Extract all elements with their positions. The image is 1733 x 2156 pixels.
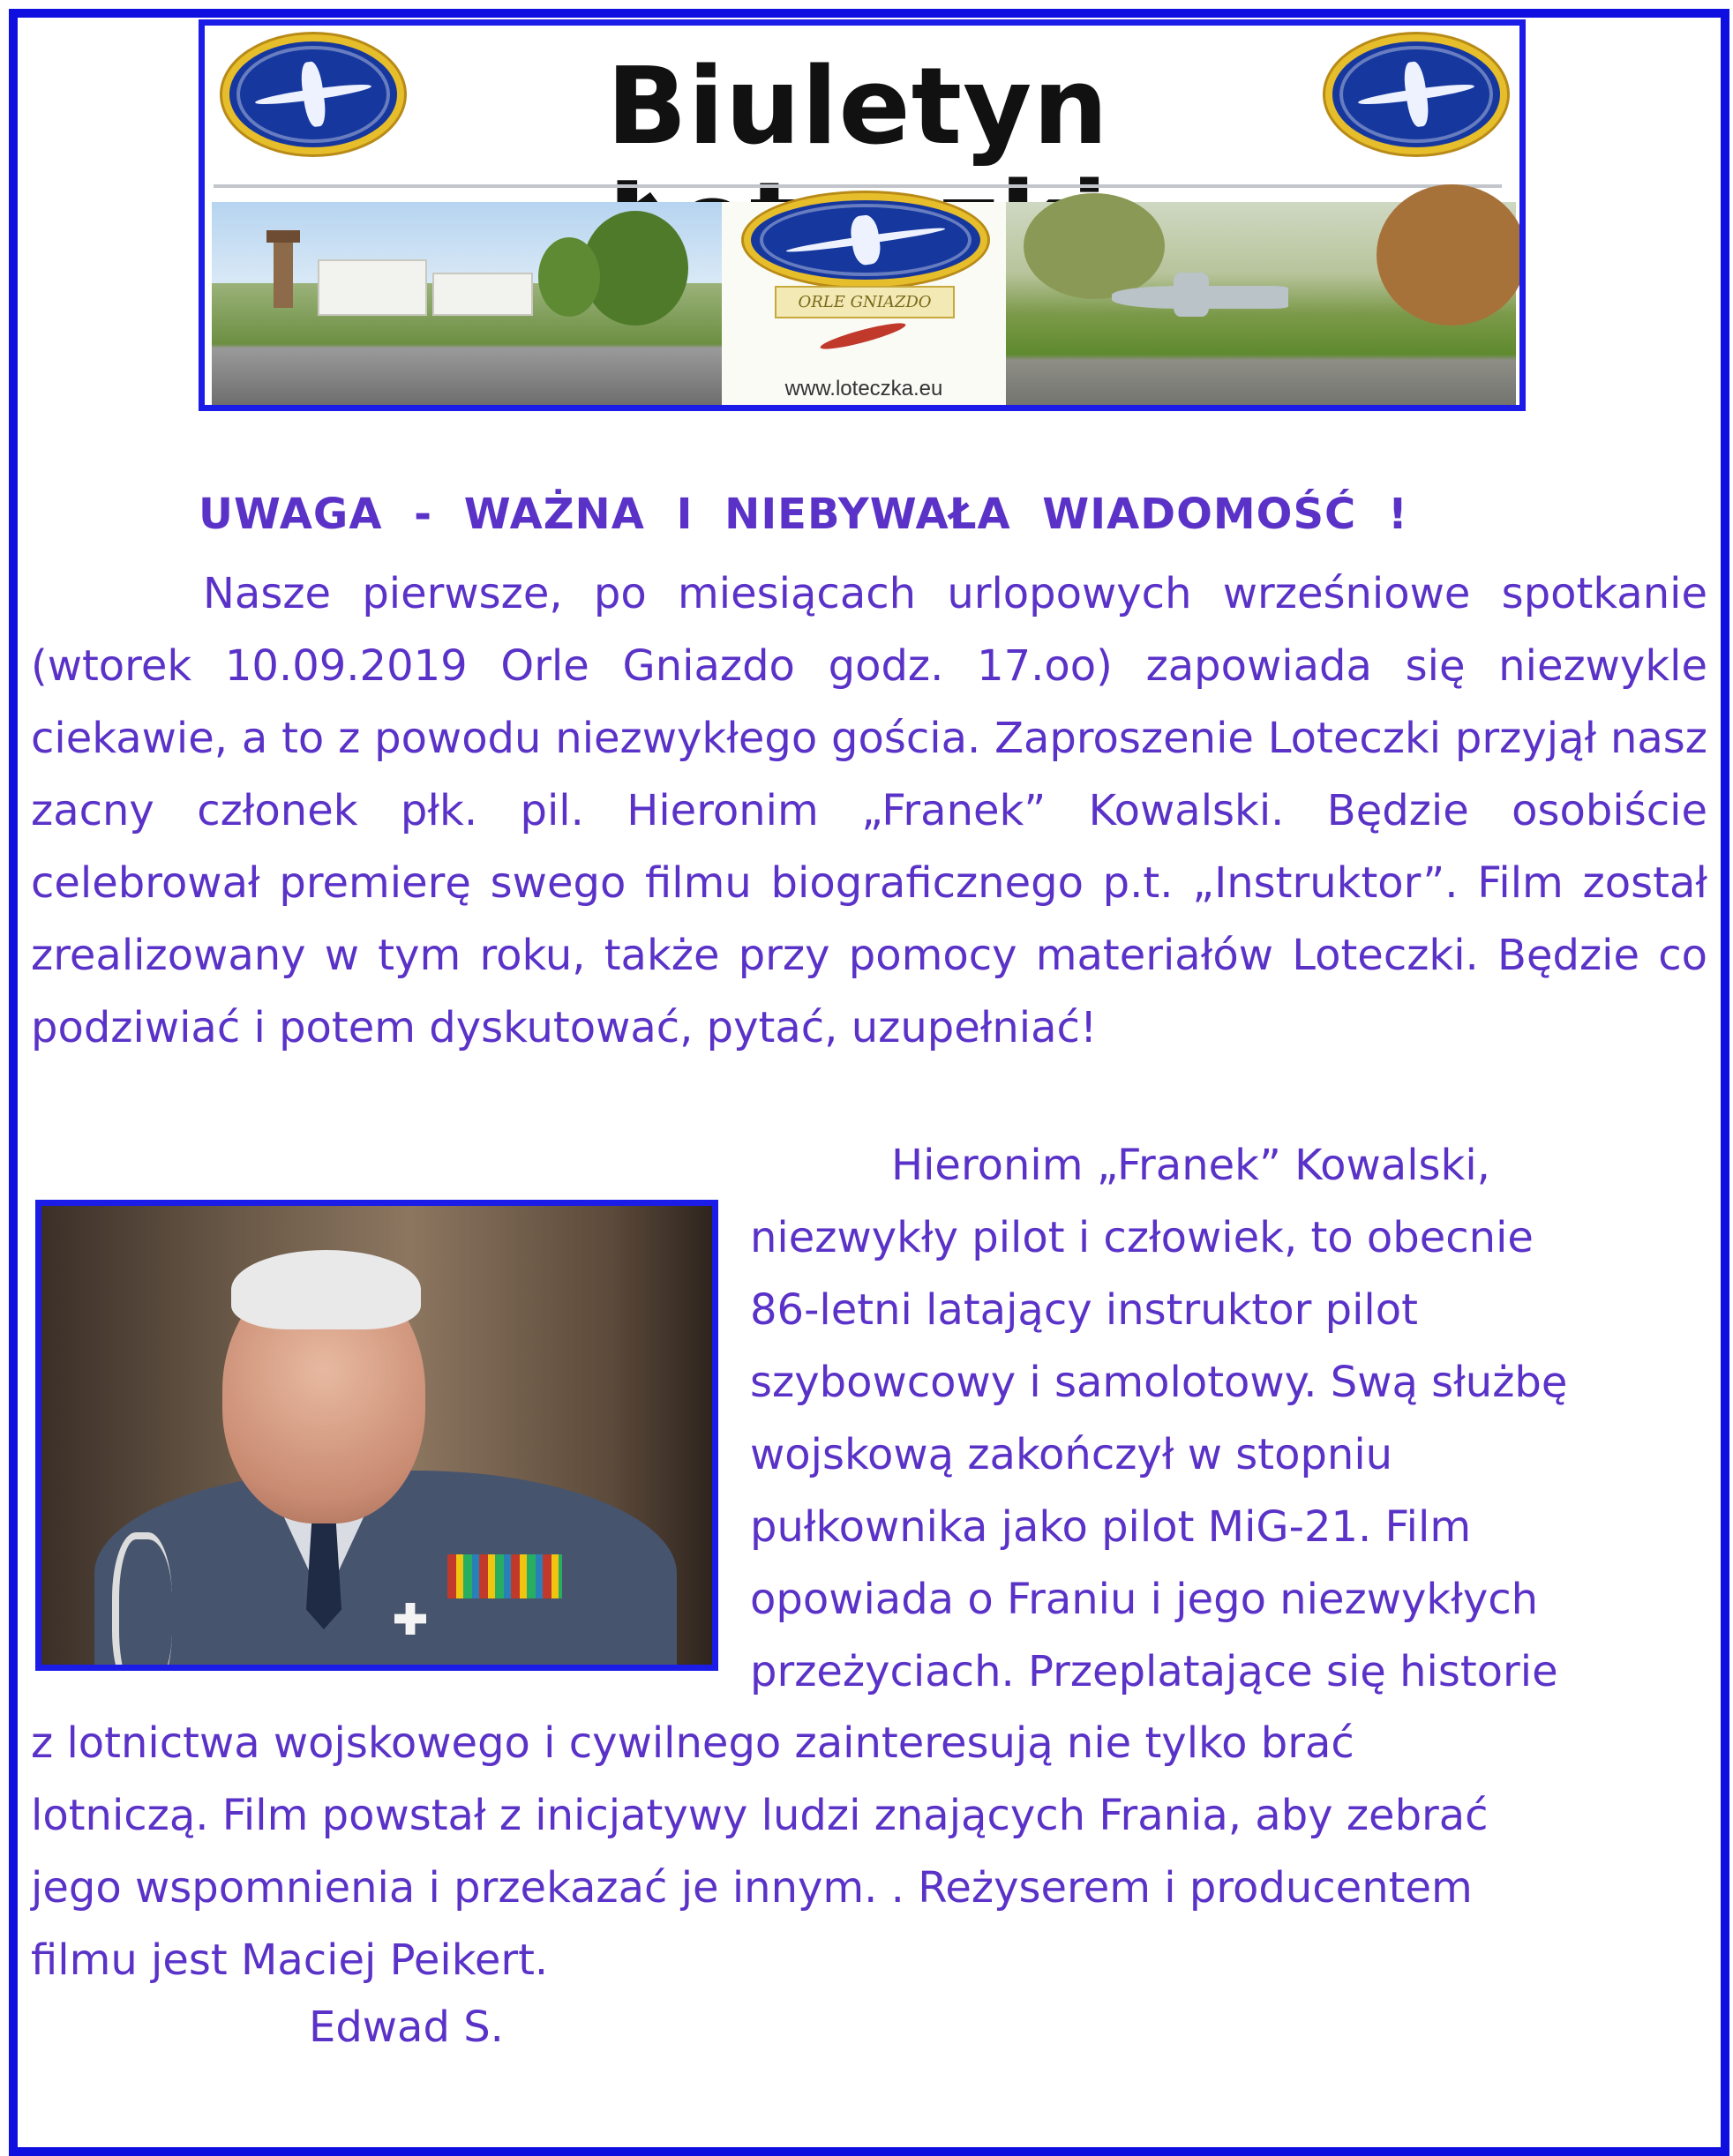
header-banner: [199, 19, 1526, 411]
bio-line: 86-letni latający instruktor pilot: [750, 1285, 1418, 1335]
film-paragraph: [31, 1707, 1707, 1996]
newsletter-title: Biuletyn: [606, 46, 1109, 168]
bio-paragraph: [750, 1129, 1712, 1708]
headline: UWAGA - WAŻNA I NIEBYWAŁA WIADOMOŚĆ !: [199, 490, 1408, 539]
club-logo-left: [222, 34, 404, 154]
bio-line: Hieronim „Franek” Kowalski,: [891, 1141, 1490, 1190]
plane-icon: [819, 318, 907, 353]
bio-line: przeżyciach. Przeplatające się historie: [750, 1647, 1558, 1696]
portrait-photo: [35, 1200, 718, 1671]
bio-line: wojskową zakończył w stopniu: [750, 1430, 1393, 1479]
intro-paragraph: Nasze pierwsze, po miesiącach urlopowych wrześniowe spotkanie (wtorek 10.09.2019 Orle Gniazdo godz. 17.oo) zapowiada się niezwykle ciekawie, a to z powodu niezwykłego gościa. Zaproszenie Loteczki przyjął nasz zacny członek płk. pil. Hieronim „Franek” Kowalski. Będzie osobiście celebrował premierę swego filmu biograficznego p.t. „Instruktor”. Film został zrealizowany w tym roku, także przy pomocy materiałów Loteczki. Będzie co podziwiać i potem dyskutować, pytać, uzupełniać!: [31, 569, 1707, 1052]
aircraft-park-photo: [1006, 202, 1516, 405]
bio-line: opowiada o Franiu i jego niezwykłych: [750, 1575, 1539, 1624]
film-line: jego wspomnienia i przekazać je innym. . Reżyserem i producentem: [31, 1863, 1473, 1913]
banner-divider: [214, 184, 1502, 188]
film-line: filmu jest Maciej Peikert.: [31, 1935, 549, 1985]
club-logo-right: [1325, 34, 1507, 154]
club-logo-center: [744, 193, 987, 287]
medal-ribbons: [447, 1554, 562, 1598]
bio-line: niezwykły pilot i człowiek, to obecnie: [750, 1213, 1534, 1262]
club-emblem-panel: [722, 202, 1006, 405]
bio-line: szybowcowy i samolotowy. Swą służbę: [750, 1358, 1568, 1407]
film-line: z lotnictwa wojskowego i cywilnego zainteresują nie tylko brać: [31, 1718, 1354, 1768]
airbase-photo: [212, 202, 722, 405]
author-signature: Edwad S.: [309, 2003, 504, 2052]
orle-gniazdo-badge: ORLE GNIAZDO: [775, 286, 955, 318]
website-url: www.loteczka.eu: [784, 377, 943, 401]
bio-line: pułkownika jako pilot MiG-21. Film: [750, 1502, 1472, 1552]
film-line: lotniczą. Film powstał z inicjatywy ludzi znających Frania, aby zebrać: [31, 1791, 1489, 1840]
